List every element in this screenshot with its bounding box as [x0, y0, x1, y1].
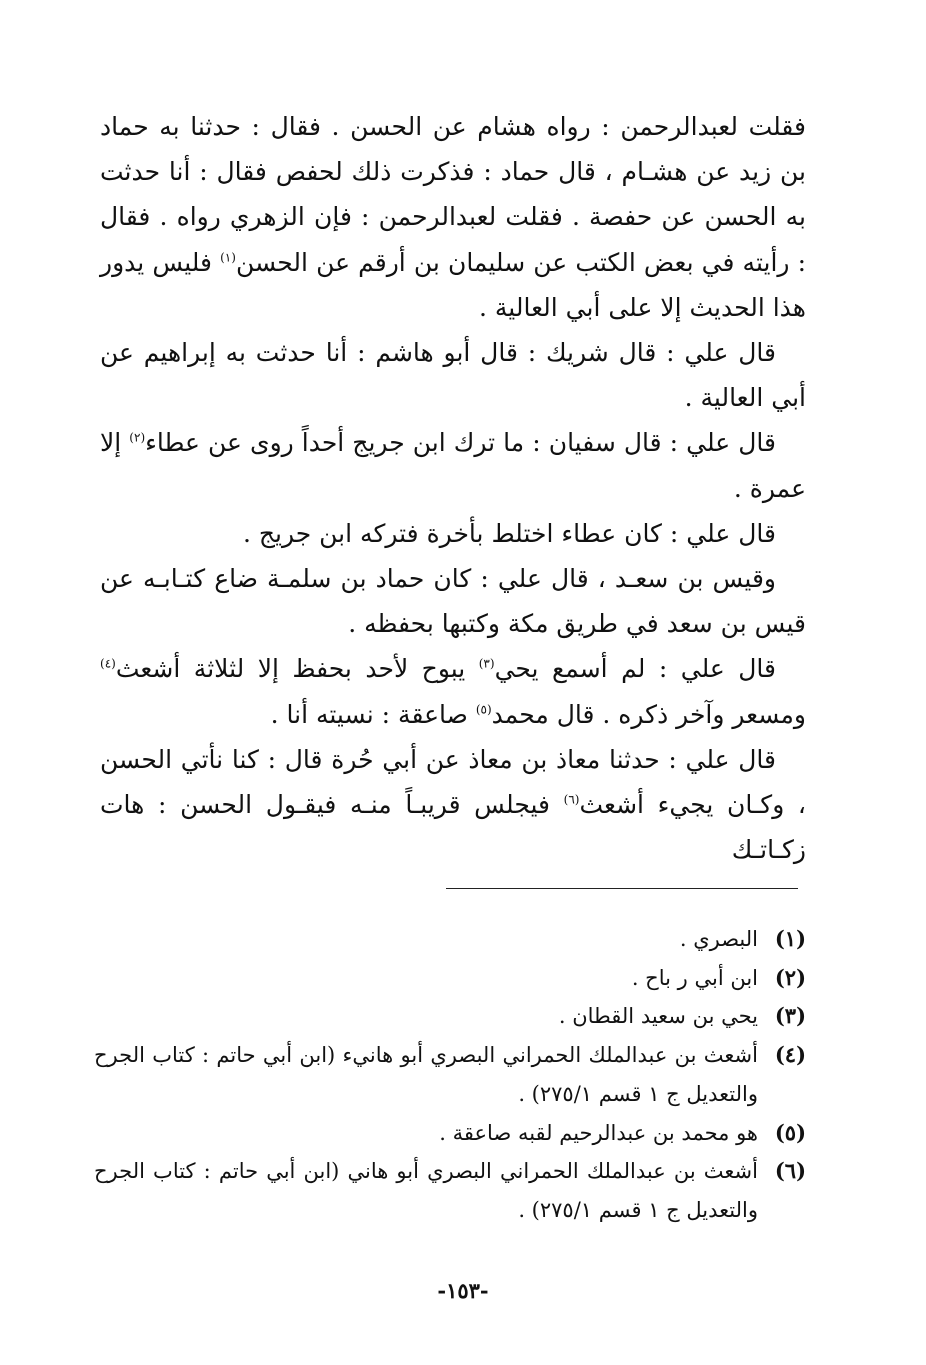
- footnote-number: (٣): [774, 1003, 806, 1029]
- footnote-ref: (١): [220, 250, 236, 265]
- text-segment: إلا عمرة .: [100, 428, 806, 503]
- text-segment: ومسعر وآخر ذكره . قال محمد: [491, 699, 806, 729]
- footnote-item: [94, 920, 806, 959]
- main-text: [100, 104, 806, 872]
- footnote-text: أشعث بن عبدالملك الحمراني البصري أبو هاني (ابن أبي حاتم : كتاب الجرح والتعديل ج ١ قسم ٢٧٥/١) .: [94, 1159, 758, 1222]
- text-segment: فقلت لعبدالرحمن : رواه هشام عن الحسن . فقال : حدثنا به حماد بن زيد عن هشـام ، قال حماد : فذكرت ذلك لحفص فقال : أنا حدثت به الحسن عن حفصة . فقلت لعبدالرحمن : فإن الزهري رواه . فقال : رأيته في بعض الكتب عن سليمان بن أرقم عن الحسن: [100, 112, 806, 277]
- footnote-ref: (٦): [563, 792, 580, 807]
- text-segment: وقيس بن سعـد ، قال علي : كان حماد بن سلمـة ضاع كتـابـه عن قيس بن سعد في طريق مكة وكتبها بحفظه .: [100, 564, 806, 639]
- footnote-number: (٢): [774, 964, 806, 990]
- text-segment: فيجلس قريبـاً منـه فيقـول الحسن : هات زكـاتـك: [100, 790, 806, 865]
- paragraph-4: [100, 511, 806, 556]
- paragraph-6: [100, 646, 806, 736]
- text-segment: قال علي : حدثنا معاذ بن معاذ عن أبي حُرة قال : كنا نأتي الحسن ، وكـان يجيء أشعث: [100, 744, 806, 820]
- footnote-number: (٦): [774, 1158, 806, 1184]
- footnote-item: [94, 1152, 806, 1229]
- footnote-item: [94, 997, 806, 1036]
- footnote-ref: (٢): [129, 431, 146, 446]
- text-segment: قال علي : قال شريك : قال أبو هاشم : أنا حدثت به إبراهيم عن أبي العالية .: [100, 338, 806, 413]
- footnote-text: يحي بن سعيد القطان .: [558, 1004, 758, 1029]
- paragraph-2: [100, 330, 806, 420]
- footnote-text: أشعث بن عبدالملك الحمراني البصري أبو هانيء (ابن أبي حاتم : كتاب الجرح والتعديل ج ١ قسم ٢٧٥/١) .: [94, 1043, 758, 1106]
- footnote-item: [94, 959, 806, 998]
- footnote-text: هو محمد بن عبدالرحيم لقبه صاعقة .: [439, 1120, 758, 1145]
- paragraph-5: [100, 556, 806, 646]
- footnote-ref: (٣): [478, 657, 495, 672]
- footnote-ref: (٥): [475, 702, 492, 717]
- text-segment: قال علي : لم أسمع يحي: [494, 654, 776, 684]
- footnotes: [94, 920, 806, 1230]
- text-segment: فليس يدور هذا الحديث إلا على أبي العالية .: [100, 247, 806, 322]
- page-number: -١٥٣-: [437, 1278, 489, 1303]
- footnote-number: (٤): [774, 1042, 806, 1068]
- footnote-separator: [446, 888, 798, 889]
- text-segment: صاعقة : نسيته أنا .: [270, 699, 468, 729]
- footnote-item: [94, 1114, 806, 1153]
- footnote-item: [94, 1036, 806, 1113]
- footnote-text: البصري .: [679, 927, 758, 951]
- footnote-ref: (٤): [100, 657, 116, 672]
- text-segment: قال علي : قال سفيان : ما ترك ابن جريج أحداً روى عن عطاء: [145, 428, 776, 458]
- paragraph-7: [100, 737, 806, 873]
- footnote-number: (١): [774, 926, 806, 951]
- text-segment: قال علي : كان عطاء اختلط بأخرة فتركه ابن جريج .: [242, 518, 776, 548]
- paragraph-3: [100, 420, 806, 510]
- footnote-text: ابن أبي ر باح .: [631, 965, 758, 990]
- footnote-number: (٥): [774, 1119, 806, 1145]
- paragraph-1: [100, 104, 806, 330]
- text-segment: يبوح لأحد بحفظ إلا لثلاثة أشعث: [115, 654, 466, 684]
